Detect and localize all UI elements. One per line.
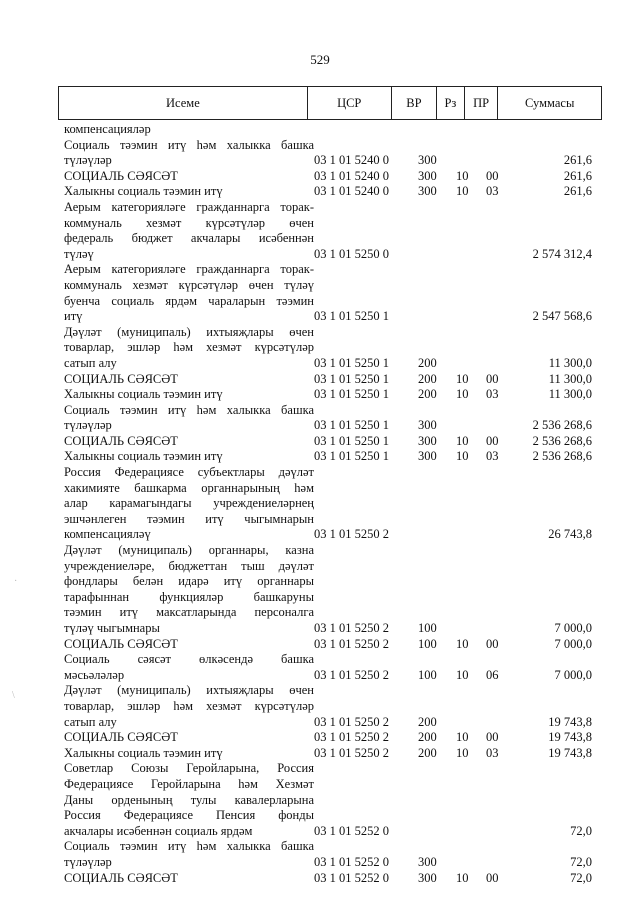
row-name-line: товарлар, эшләр һәм хезмәт күрсәтүләр bbox=[64, 340, 314, 355]
row-vr: 200 bbox=[418, 387, 437, 402]
row-sum: 261,6 bbox=[563, 184, 592, 199]
row-name-line: СОЦИАЛЬ СӘЯСӘТ bbox=[64, 636, 178, 651]
scan-speck: · bbox=[14, 576, 18, 587]
row-csr: 03 1 01 5240 0 bbox=[314, 184, 389, 199]
row-sum: 19 743,8 bbox=[548, 730, 592, 745]
row-vr: 300 bbox=[418, 433, 437, 448]
row-name-line: СОЦИАЛЬ СӘЯСӘТ bbox=[64, 730, 178, 745]
row-rz: 10 bbox=[456, 745, 469, 760]
row-rz: 10 bbox=[456, 449, 469, 464]
table-row bbox=[64, 761, 592, 839]
row-name-line: Дәүләт (муниципаль) органнары, казна bbox=[64, 543, 314, 558]
row-sum: 261,6 bbox=[563, 153, 592, 168]
row-vr: 300 bbox=[418, 153, 437, 168]
row-name bbox=[64, 543, 314, 637]
row-name bbox=[64, 637, 314, 653]
row-vr: 200 bbox=[418, 355, 437, 370]
table-row bbox=[64, 325, 592, 372]
page-number: 529 bbox=[310, 52, 330, 67]
header-name: Исеме bbox=[59, 87, 308, 119]
row-name bbox=[64, 403, 314, 434]
row-pr: 06 bbox=[486, 667, 499, 682]
row-pr: 00 bbox=[486, 371, 499, 386]
table-row bbox=[64, 449, 592, 465]
row-vr: 200 bbox=[418, 730, 437, 745]
row-name-line: түләүләр bbox=[64, 854, 112, 869]
budget-table-body bbox=[64, 122, 592, 886]
table-row bbox=[64, 434, 592, 450]
row-name-line: Социаль тәэмин итү һәм халыкка башка bbox=[64, 402, 314, 417]
row-name-line: акчалары исәбеннән социаль ярдәм bbox=[64, 823, 253, 838]
row-vr: 200 bbox=[418, 745, 437, 760]
row-csr: 03 1 01 5250 2 bbox=[314, 621, 389, 635]
row-vr: 200 bbox=[418, 371, 437, 386]
row-name-line: Аерым категорияләге гражданнарга торак- bbox=[64, 199, 314, 214]
row-csr: 03 1 01 5250 1 bbox=[314, 309, 389, 324]
row-name-line: компенсацияләр bbox=[64, 122, 151, 136]
table-row bbox=[64, 730, 592, 746]
row-name-line: буенча социаль ярдәм чараларын тәэмин bbox=[64, 293, 314, 308]
row-name bbox=[64, 372, 314, 388]
row-name bbox=[64, 387, 314, 403]
row-name-line: түләү чыгымнары bbox=[64, 621, 160, 635]
row-pr: 03 bbox=[486, 745, 499, 760]
row-name bbox=[64, 683, 314, 730]
row-name-line: Социаль тәэмин итү һәм халыкка башка bbox=[64, 137, 314, 152]
row-name-line: Федерациясе Геройларына һәм Хезмәт bbox=[64, 776, 314, 791]
row-csr: 03 1 01 5252 0 bbox=[314, 854, 389, 869]
table-row bbox=[64, 200, 592, 262]
row-vr: 100 bbox=[418, 636, 437, 651]
row-name bbox=[64, 200, 314, 262]
row-name-line: СОЦИАЛЬ СӘЯСӘТ bbox=[64, 371, 178, 386]
row-pr: 00 bbox=[486, 433, 499, 448]
row-vr: 300 bbox=[418, 168, 437, 183]
row-pr: 03 bbox=[486, 387, 499, 402]
row-name bbox=[64, 839, 314, 870]
row-rz: 10 bbox=[456, 168, 469, 183]
row-vr: 200 bbox=[418, 714, 437, 729]
row-name-line: тәэмин итү максатларында персоналга bbox=[64, 605, 314, 620]
table-row bbox=[64, 543, 592, 637]
table-row bbox=[64, 387, 592, 403]
row-rz: 10 bbox=[456, 636, 469, 651]
row-name-line: Советлар Союзы Геройларына, Россия bbox=[64, 761, 314, 776]
row-name-line: тарафыннан функцияләр башкаруны bbox=[64, 589, 314, 604]
row-csr: 03 1 01 5250 2 bbox=[314, 714, 389, 729]
row-csr: 03 1 01 5250 1 bbox=[314, 418, 389, 433]
row-rz: 10 bbox=[456, 730, 469, 745]
table-row bbox=[64, 465, 592, 543]
row-name-line: Халыкны социаль тәэмин итү bbox=[64, 745, 223, 760]
row-vr: 300 bbox=[418, 418, 437, 433]
row-pr: 00 bbox=[486, 168, 499, 183]
row-name-line: түләүләр bbox=[64, 418, 112, 433]
row-name-line: Халыкны социаль тәэмин итү bbox=[64, 449, 223, 464]
row-name-line: Социаль сәясәт өлкәсендә башка bbox=[64, 652, 314, 667]
row-name bbox=[64, 434, 314, 450]
row-name-line: Россия Федерациясе Пенсия фонды bbox=[64, 808, 314, 823]
row-name-line: сатып алу bbox=[64, 355, 117, 370]
table-row bbox=[64, 652, 592, 683]
row-name-line: түләү bbox=[64, 246, 94, 261]
row-name-line: Дәүләт (муниципаль) ихтыяҗлары өчен bbox=[64, 324, 314, 339]
row-rz: 10 bbox=[456, 433, 469, 448]
row-name-line: мәсьәләләр bbox=[64, 667, 125, 682]
table-header bbox=[58, 86, 602, 120]
row-name bbox=[64, 262, 314, 324]
row-csr: 03 1 01 5250 2 bbox=[314, 527, 389, 542]
row-csr: 03 1 01 5250 1 bbox=[314, 387, 389, 402]
row-name-line: фондлары белән идарә итү органнары bbox=[64, 574, 314, 589]
row-name-line: итү bbox=[64, 309, 83, 324]
row-name bbox=[64, 325, 314, 372]
row-rz: 10 bbox=[456, 667, 469, 682]
table-row bbox=[64, 746, 592, 762]
scan-speck: \ bbox=[12, 690, 15, 701]
row-name bbox=[64, 746, 314, 762]
row-pr: 00 bbox=[486, 636, 499, 651]
table-row bbox=[64, 683, 592, 730]
row-name-line: компенсацияләү bbox=[64, 527, 151, 542]
row-sum: 11 300,0 bbox=[548, 371, 592, 386]
row-csr: 03 1 01 5250 0 bbox=[314, 246, 389, 261]
header-sum: Суммасы bbox=[525, 95, 575, 110]
row-sum: 7 000,0 bbox=[554, 621, 592, 635]
row-vr: 300 bbox=[418, 854, 437, 869]
row-name-line: учреждениеләре, бюджеттан тыш дәүләт bbox=[64, 558, 314, 573]
row-pr: 00 bbox=[486, 870, 499, 885]
row-vr: 100 bbox=[418, 667, 437, 682]
row-name-line: Россия Федерациясе субъектлары дәүләт bbox=[64, 465, 314, 480]
row-csr: 03 1 01 5250 1 bbox=[314, 371, 389, 386]
table-row bbox=[64, 637, 592, 653]
row-vr: 100 bbox=[418, 621, 437, 635]
row-csr: 03 1 01 5250 2 bbox=[314, 745, 389, 760]
row-csr: 03 1 01 5252 0 bbox=[314, 870, 389, 885]
row-rz: 10 bbox=[456, 387, 469, 402]
header-csr: ЦСР bbox=[308, 87, 392, 119]
row-csr: 03 1 01 5250 2 bbox=[314, 636, 389, 651]
row-name bbox=[64, 184, 314, 200]
row-pr: 00 bbox=[486, 730, 499, 745]
table-row bbox=[64, 169, 592, 185]
row-rz: 10 bbox=[456, 184, 469, 199]
row-name-line: Аерым категорияләге гражданнарга торак- bbox=[64, 262, 314, 277]
row-name-line: түләүләр bbox=[64, 153, 112, 168]
row-vr: 300 bbox=[418, 449, 437, 464]
row-rz: 10 bbox=[456, 870, 469, 885]
table-row bbox=[64, 122, 592, 138]
row-sum: 2 547 568,6 bbox=[532, 309, 592, 324]
row-sum: 72,0 bbox=[570, 823, 592, 838]
table-row bbox=[64, 138, 592, 169]
row-name bbox=[64, 730, 314, 746]
row-csr: 03 1 01 5250 1 bbox=[314, 449, 389, 464]
row-name bbox=[64, 449, 314, 465]
table-row bbox=[64, 871, 592, 887]
row-sum: 19 743,8 bbox=[548, 714, 592, 729]
header-vr: ВР bbox=[392, 87, 437, 119]
row-name-line: СОЦИАЛЬ СӘЯСӘТ bbox=[64, 168, 178, 183]
row-vr: 300 bbox=[418, 870, 437, 885]
table-row bbox=[64, 839, 592, 870]
row-sum: 11 300,0 bbox=[548, 387, 592, 402]
table-row bbox=[64, 262, 592, 324]
row-sum: 72,0 bbox=[570, 854, 592, 869]
row-csr: 03 1 01 5250 1 bbox=[314, 355, 389, 370]
table-row bbox=[64, 372, 592, 388]
row-name-line: алар карамагындагы учреждениеләрнең bbox=[64, 496, 314, 511]
row-name-line: Даны орденының тулы кавалерларына bbox=[64, 792, 314, 807]
row-pr: 03 bbox=[486, 184, 499, 199]
row-sum: 26 743,8 bbox=[548, 527, 592, 542]
row-name-line: хакимияте башкарма органнарының һәм bbox=[64, 480, 314, 495]
header-rz: Рз bbox=[437, 87, 465, 119]
row-name-line: СОЦИАЛЬ СӘЯСӘТ bbox=[64, 870, 178, 885]
row-name-line: федераль бюджет акчалары исәбеннән bbox=[64, 231, 314, 246]
header-pr: ПР bbox=[465, 87, 499, 119]
row-name-line: Халыкны социаль тәэмин итү bbox=[64, 387, 223, 402]
row-csr: 03 1 01 5250 2 bbox=[314, 730, 389, 745]
table-row bbox=[64, 184, 592, 200]
row-vr: 300 bbox=[418, 184, 437, 199]
row-name-line: Халыкны социаль тәэмин итү bbox=[64, 184, 223, 199]
row-sum: 11 300,0 bbox=[548, 355, 592, 370]
table-row bbox=[64, 403, 592, 434]
row-sum: 7 000,0 bbox=[554, 636, 592, 651]
row-csr: 03 1 01 5240 0 bbox=[314, 168, 389, 183]
row-sum: 2 574 312,4 bbox=[532, 246, 592, 261]
row-name-line: СОЦИАЛЬ СӘЯСӘТ bbox=[64, 433, 178, 448]
row-sum: 2 536 268,6 bbox=[532, 418, 592, 433]
row-sum: 261,6 bbox=[563, 168, 592, 183]
row-name bbox=[64, 169, 314, 185]
row-name-line: Социаль тәэмин итү һәм халыкка башка bbox=[64, 839, 314, 854]
row-name bbox=[64, 138, 314, 169]
row-sum: 2 536 268,6 bbox=[532, 433, 592, 448]
row-name bbox=[64, 871, 314, 887]
row-name-line: коммуналь хезмәт күрсәтүләр өчен bbox=[64, 215, 314, 230]
row-sum: 19 743,8 bbox=[548, 745, 592, 760]
row-csr: 03 1 01 5252 0 bbox=[314, 823, 389, 838]
row-sum: 7 000,0 bbox=[554, 667, 592, 682]
row-name-line: Дәүләт (муниципаль) ихтыяҗлары өчен bbox=[64, 683, 314, 698]
row-csr: 03 1 01 5250 2 bbox=[314, 667, 389, 682]
row-csr: 03 1 01 5250 1 bbox=[314, 433, 389, 448]
row-name bbox=[64, 465, 314, 543]
row-name-line: товарлар, эшләр һәм хезмәт күрсәтүләр bbox=[64, 698, 314, 713]
row-name bbox=[64, 761, 314, 839]
row-sum: 2 536 268,6 bbox=[532, 449, 592, 464]
row-name-line: коммуналь хезмәт күрсәтүләр өчен түләү bbox=[64, 277, 314, 292]
row-pr: 03 bbox=[486, 449, 499, 464]
row-name bbox=[64, 652, 314, 683]
row-sum: 72,0 bbox=[570, 870, 592, 885]
row-rz: 10 bbox=[456, 371, 469, 386]
row-name bbox=[64, 122, 314, 138]
row-name-line: эшчәнлеген тәэмин итү чыгымнарын bbox=[64, 511, 314, 526]
row-csr: 03 1 01 5240 0 bbox=[314, 153, 389, 168]
row-name-line: сатып алу bbox=[64, 714, 117, 729]
